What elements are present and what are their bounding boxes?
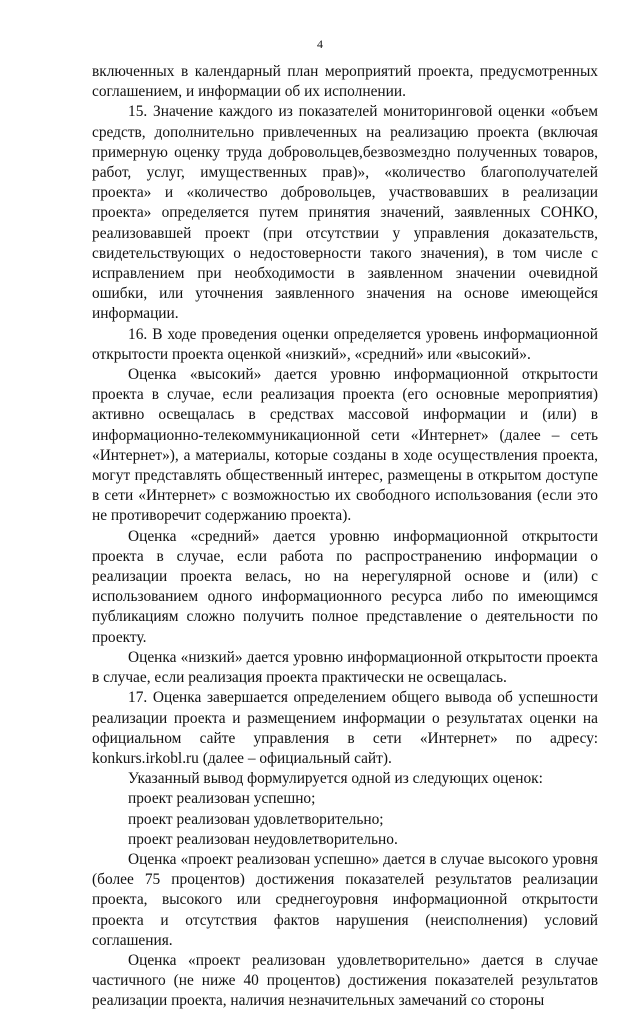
paragraph-success-criteria: Оценка «проект реализован успешно» дается в случае высокого уровня (более 75 процентов) достижения показателей результатов реализации проекта, высокого или среднегоуровня информационной открытости проекта и отсутствия фактов нарушения (неисполнения) условий соглашения. <box>92 850 598 949</box>
paragraph-rating-medium: Оценка «средний» дается уровню информационной открытости проекта в случае, если работа по распространению информации о реализации проекта велась, но на нерегулярной основе и (или) с использованием одного информационного ресурса либо по имеющимся публикациям сложно получить полное представление о деятельности по проекту. <box>92 527 598 646</box>
paragraph-continuation: включенных в календарный план мероприятий проекта, предусмотренных соглашением, и информации об их исполнении. <box>92 63 598 101</box>
list-item-success: проект реализован успешно; <box>128 790 316 808</box>
page-number: 4 <box>317 37 323 51</box>
paragraph-rating-low: Оценка «низкий» дается уровню информационной открытости проекта в случае, если реализация проекта практически не освещалась. <box>92 648 598 687</box>
paragraph-conclusion-intro: Указанный вывод формулируется одной из следующих оценок: <box>128 770 543 788</box>
paragraph-clause-17: 17. Оценка завершается определением общего вывода об успешности реализации проекта и размещением информации о результатах оценки на официальном сайте управления в сети «Интернет» по адресу: konkurs.irkobl.ru (далее – официальный сайт). <box>92 689 598 767</box>
document-body <box>92 62 598 1012</box>
paragraph-satisfactory-criteria: Оценка «проект реализован удовлетворительно» дается в случае частичного (не ниже 40 процентов) достижения показателей результатов реализации проекта, наличия незначительных замечаний со стороны <box>92 951 598 1010</box>
paragraph-rating-high: Оценка «высокий» дается уровню информационной открытости проекта в случае, если реализация проекта (его основные мероприятия) активно освещалась в средствах массовой информации и (или) в информационно-телекоммуникационной сети «Интернет» (далее – сеть «Интернет»), а материалы, которые созданы в ходе осуществления проекта, могут представлять общественный интерес, размещены в открытом доступе в сети «Интернет» с возможностью их свободного использования (если это не противоречит содержанию проекта). <box>92 366 598 525</box>
list-item-satisfactory: проект реализован удовлетворительно; <box>128 810 384 828</box>
paragraph-clause-15: 15. Значение каждого из показателей мониторинговой оценки «объем средств, дополнительно привлеченных на реализацию проекта (включая примерную оценку труда добровольцев,безвозмездно полученных товаров, работ, услуг, имущественных прав)», «количество благополучателей проекта» и «количество добровольцев, участвовавших в реализации проекта» определяется путем принятия значений, заявленных СОНКО, реализовавшей проект (при отсутствии у управления доказательств, свидетельствующих о недостоверности такого значения), в том числе с исправлением при необходимости в заявленном значении очевидной ошибки, или уточнения заявленного значения на основе имеющейся информации. <box>92 103 598 323</box>
paragraph-clause-16: 16. В ходе проведения оценки определяется уровень информационной открытости проекта оценкой «низкий», «средний» или «высокий». <box>92 325 598 363</box>
list-item-unsatisfactory: проект реализован неудовлетворительно. <box>128 830 398 848</box>
